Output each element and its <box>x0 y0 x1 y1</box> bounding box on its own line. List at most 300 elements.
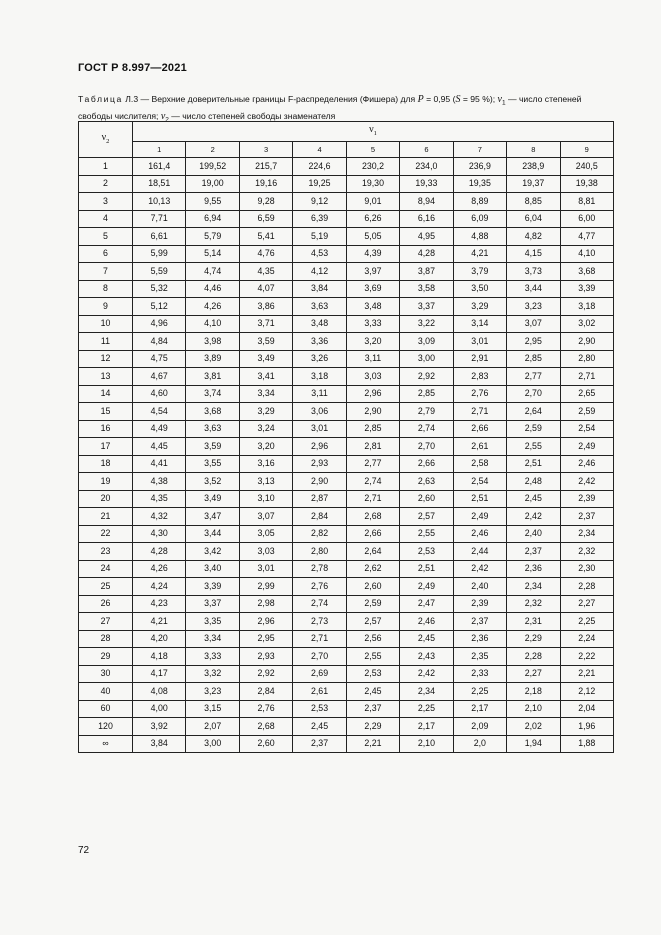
table-cell: 4,26 <box>133 560 186 578</box>
caption-nu1-symbol: ν <box>497 94 502 105</box>
table-cell: 2,78 <box>293 560 346 578</box>
table-cell: 3,58 <box>400 280 453 298</box>
row-label: 15 <box>79 403 133 421</box>
table-cell: 2,66 <box>453 420 506 438</box>
table-row <box>79 648 614 666</box>
table-cell: 2,36 <box>507 560 560 578</box>
table-cell: 2,65 <box>560 385 614 403</box>
table-cell: 2,57 <box>346 613 399 631</box>
table-cell: 2,29 <box>507 630 560 648</box>
table-cell: 3,68 <box>560 263 614 281</box>
table-cell: 2,42 <box>507 508 560 526</box>
row-label: 2 <box>79 175 133 193</box>
row-label: 16 <box>79 420 133 438</box>
table-cell: 19,37 <box>507 175 560 193</box>
row-label: 20 <box>79 490 133 508</box>
table-cell: 2,25 <box>560 613 614 631</box>
row-header-nu2 <box>79 122 133 158</box>
table-cell: 2,47 <box>400 595 453 613</box>
table-cell: 2,74 <box>400 420 453 438</box>
table-cell: 4,96 <box>133 315 186 333</box>
row-label: 29 <box>79 648 133 666</box>
table-cell: 2,17 <box>453 700 506 718</box>
table-cell: 8,94 <box>400 193 453 211</box>
table-cell: 2,39 <box>560 490 614 508</box>
row-label: 23 <box>79 543 133 561</box>
table-cell: 2,55 <box>346 648 399 666</box>
table-cell: 4,38 <box>133 473 186 491</box>
table-cell: 2,49 <box>560 438 614 456</box>
row-label: 10 <box>79 315 133 333</box>
table-cell: 2,37 <box>346 700 399 718</box>
table-row <box>79 193 614 211</box>
table-cell: 1,88 <box>560 735 614 753</box>
table-cell: 2,60 <box>239 735 292 753</box>
row-label: 12 <box>79 350 133 368</box>
column-header: 5 <box>346 142 399 158</box>
row-label: 60 <box>79 700 133 718</box>
table-row <box>79 665 614 683</box>
table-cell: 19,25 <box>293 175 346 193</box>
table-row <box>79 245 614 263</box>
column-group-header-nu1 <box>133 122 614 142</box>
table-cell: 2,49 <box>453 508 506 526</box>
table-cell: 4,28 <box>133 543 186 561</box>
table-cell: 3,49 <box>239 350 292 368</box>
table-cell: 3,84 <box>293 280 346 298</box>
table-cell: 2,64 <box>507 403 560 421</box>
table-cell: 2,35 <box>453 648 506 666</box>
table-cell: 4,75 <box>133 350 186 368</box>
table-cell: 2,77 <box>346 455 399 473</box>
table-cell: 2,56 <box>346 630 399 648</box>
row-header-symbol: ν <box>101 132 107 144</box>
table-cell: 3,81 <box>186 368 239 386</box>
table-cell: 2,66 <box>400 455 453 473</box>
table-cell: 19,35 <box>453 175 506 193</box>
table-cell: 2,99 <box>239 578 292 596</box>
row-label: 27 <box>79 613 133 631</box>
table-cell: 2,40 <box>507 525 560 543</box>
table-cell: 2,37 <box>453 613 506 631</box>
table-cell: 3,37 <box>400 298 453 316</box>
table-cell: 2,68 <box>346 508 399 526</box>
table-cell: 4,10 <box>186 315 239 333</box>
table-row <box>79 683 614 701</box>
table-row <box>79 298 614 316</box>
row-label: 19 <box>79 473 133 491</box>
table-cell: 3,39 <box>186 578 239 596</box>
column-header: 1 <box>133 142 186 158</box>
page-number: 72 <box>78 845 90 856</box>
table-cell: 2,22 <box>560 648 614 666</box>
table-cell: 3,33 <box>346 315 399 333</box>
table-cell: 5,59 <box>133 263 186 281</box>
table-cell: 2,84 <box>239 683 292 701</box>
table-cell: 2,42 <box>560 473 614 491</box>
table-cell: 2,63 <box>400 473 453 491</box>
table-cell: 2,82 <box>293 525 346 543</box>
caption-p-var: P <box>417 94 424 105</box>
row-label: 6 <box>79 245 133 263</box>
table-cell: 3,18 <box>560 298 614 316</box>
table-row <box>79 735 614 753</box>
table-cell: 3,26 <box>293 350 346 368</box>
table-cell: 3,87 <box>400 263 453 281</box>
table-cell: 8,85 <box>507 193 560 211</box>
table-cell: 4,54 <box>133 403 186 421</box>
table-cell: 2,39 <box>453 595 506 613</box>
table-cell: 2,77 <box>507 368 560 386</box>
table-cell: 2,60 <box>346 578 399 596</box>
table-cell: 2,59 <box>560 403 614 421</box>
table-cell: 2,70 <box>293 648 346 666</box>
table-cell: 3,13 <box>239 473 292 491</box>
row-label: 120 <box>79 718 133 736</box>
table-cell: 19,16 <box>239 175 292 193</box>
table-cell: 2,69 <box>293 665 346 683</box>
table-cell: 4,88 <box>453 228 506 246</box>
table-cell: 2,46 <box>453 525 506 543</box>
table-cell: 2,27 <box>560 595 614 613</box>
table-cell: 3,89 <box>186 350 239 368</box>
table-cell: 215,7 <box>239 158 292 176</box>
f-distribution-table <box>78 121 614 753</box>
table-cell: 2,33 <box>453 665 506 683</box>
table-cell: 4,10 <box>560 245 614 263</box>
table-cell: 3,47 <box>186 508 239 526</box>
caption-label: Таблица <box>78 94 123 104</box>
table-cell: 10,13 <box>133 193 186 211</box>
row-header-sub: 2 <box>106 138 110 146</box>
table-cell: 2,48 <box>507 473 560 491</box>
table-cell: 2,71 <box>346 490 399 508</box>
row-label: 9 <box>79 298 133 316</box>
table-cell: 3,42 <box>186 543 239 561</box>
table-cell: 7,71 <box>133 210 186 228</box>
table-cell: 19,00 <box>186 175 239 193</box>
table-cell: 3,01 <box>239 560 292 578</box>
table-cell: 2,45 <box>400 630 453 648</box>
table-cell: 3,39 <box>560 280 614 298</box>
table-row <box>79 543 614 561</box>
table-row <box>79 228 614 246</box>
table-cell: 5,41 <box>239 228 292 246</box>
table-body <box>79 158 614 753</box>
table-cell: 3,98 <box>186 333 239 351</box>
table-cell: 2,59 <box>507 420 560 438</box>
table-cell: 18,51 <box>133 175 186 193</box>
table-cell: 2,37 <box>507 543 560 561</box>
table-cell: 2,91 <box>453 350 506 368</box>
table-cell: 3,50 <box>453 280 506 298</box>
table-cell: 2,34 <box>560 525 614 543</box>
column-header: 7 <box>453 142 506 158</box>
row-label: 5 <box>79 228 133 246</box>
table-cell: 6,00 <box>560 210 614 228</box>
table-cell: 3,48 <box>293 315 346 333</box>
table-cell: 1,94 <box>507 735 560 753</box>
table-row <box>79 630 614 648</box>
table-cell: 2,92 <box>239 665 292 683</box>
table-cell: 2,25 <box>453 683 506 701</box>
table-cell: 4,39 <box>346 245 399 263</box>
table-cell: 4,12 <box>293 263 346 281</box>
row-label: 13 <box>79 368 133 386</box>
table-cell: 3,29 <box>453 298 506 316</box>
column-group-sub: 1 <box>373 130 377 138</box>
table-cell: 3,22 <box>400 315 453 333</box>
table-cell: 236,9 <box>453 158 506 176</box>
table-cell: 9,28 <box>239 193 292 211</box>
table-cell: 4,17 <box>133 665 186 683</box>
row-label: 26 <box>79 595 133 613</box>
table-cell: 2,85 <box>346 420 399 438</box>
column-header: 3 <box>239 142 292 158</box>
column-header: 6 <box>400 142 453 158</box>
caption-number: Л.3 <box>125 94 139 104</box>
column-group-symbol: ν <box>369 124 374 136</box>
table-cell: 5,99 <box>133 245 186 263</box>
table-cell: 240,5 <box>560 158 614 176</box>
table-cell: 3,02 <box>560 315 614 333</box>
table-cell: 3,44 <box>507 280 560 298</box>
table-row <box>79 700 614 718</box>
table-cell: 2,46 <box>400 613 453 631</box>
table-cell: 3,59 <box>239 333 292 351</box>
table-cell: 2,68 <box>239 718 292 736</box>
table-row <box>79 315 614 333</box>
table-cell: 2,21 <box>346 735 399 753</box>
table-row <box>79 158 614 176</box>
table-cell: 2,24 <box>560 630 614 648</box>
table-cell: 3,33 <box>186 648 239 666</box>
table-row <box>79 490 614 508</box>
table-cell: 2,59 <box>346 595 399 613</box>
table-cell: 3,55 <box>186 455 239 473</box>
table-cell: 3,35 <box>186 613 239 631</box>
document-header: ГОСТ Р 8.997—2021 <box>78 62 187 74</box>
table-cell: 2,21 <box>560 665 614 683</box>
table-cell: 9,12 <box>293 193 346 211</box>
table-cell: 2,17 <box>400 718 453 736</box>
table-cell: 2,55 <box>400 525 453 543</box>
table-cell: 2,70 <box>507 385 560 403</box>
table-row <box>79 263 614 281</box>
table-cell: 2,87 <box>293 490 346 508</box>
table-cell: 2,43 <box>400 648 453 666</box>
table-cell: 3,00 <box>186 735 239 753</box>
table-cell: 4,95 <box>400 228 453 246</box>
table-cell: 2,53 <box>400 543 453 561</box>
table-cell: 3,86 <box>239 298 292 316</box>
table-cell: 2,36 <box>453 630 506 648</box>
table-cell: 3,03 <box>346 368 399 386</box>
table-cell: 2,81 <box>346 438 399 456</box>
table-cell: 2,58 <box>453 455 506 473</box>
table-cell: 2,45 <box>293 718 346 736</box>
table-cell: 2,76 <box>293 578 346 596</box>
table-cell: 4,76 <box>239 245 292 263</box>
table-row <box>79 175 614 193</box>
table-cell: 2,54 <box>453 473 506 491</box>
table-cell: 3,32 <box>186 665 239 683</box>
table-cell: 2,32 <box>560 543 614 561</box>
table-cell: 2,62 <box>346 560 399 578</box>
table-cell: 4,46 <box>186 280 239 298</box>
table-cell: 2,10 <box>507 700 560 718</box>
table-cell: 3,92 <box>133 718 186 736</box>
table-cell: 4,35 <box>133 490 186 508</box>
table-cell: 3,18 <box>293 368 346 386</box>
column-header: 4 <box>293 142 346 158</box>
table-cell: 2,95 <box>507 333 560 351</box>
table-cell: 3,44 <box>186 525 239 543</box>
table-cell: 3,34 <box>239 385 292 403</box>
table-cell: 234,0 <box>400 158 453 176</box>
caption-nu2-sub: 2 <box>165 116 169 124</box>
table-cell: 6,16 <box>400 210 453 228</box>
table-cell: 19,30 <box>346 175 399 193</box>
table-cell: 2,74 <box>293 595 346 613</box>
table-cell: 2,76 <box>239 700 292 718</box>
table-cell: 6,61 <box>133 228 186 246</box>
row-label: 30 <box>79 665 133 683</box>
row-label: 3 <box>79 193 133 211</box>
table-cell: 2,34 <box>507 578 560 596</box>
table-cell: 2,90 <box>293 473 346 491</box>
table-cell: 2,42 <box>453 560 506 578</box>
table-cell: 2,28 <box>507 648 560 666</box>
table-cell: 4,84 <box>133 333 186 351</box>
table-cell: 2,61 <box>293 683 346 701</box>
table-cell: 2,96 <box>239 613 292 631</box>
table-cell: 2,34 <box>400 683 453 701</box>
table-cell: 6,04 <box>507 210 560 228</box>
table-cell: 2,07 <box>186 718 239 736</box>
table-cell: 2,80 <box>560 350 614 368</box>
table-row <box>79 595 614 613</box>
table-cell: 4,82 <box>507 228 560 246</box>
caption-nu2-symbol: ν <box>160 110 166 122</box>
table-cell: 3,20 <box>239 438 292 456</box>
table-row <box>79 385 614 403</box>
table-row <box>79 420 614 438</box>
table-cell: 2,76 <box>453 385 506 403</box>
caption-text-c: — число степеней свободы знаменателя <box>168 110 336 121</box>
table-cell: 3,10 <box>239 490 292 508</box>
table-cell: 2,32 <box>507 595 560 613</box>
row-label: 28 <box>79 630 133 648</box>
table-cell: 2,49 <box>400 578 453 596</box>
table-cell: 3,73 <box>507 263 560 281</box>
table-cell: 4,00 <box>133 700 186 718</box>
table-cell: 4,08 <box>133 683 186 701</box>
row-label: 24 <box>79 560 133 578</box>
table-cell: 3,69 <box>346 280 399 298</box>
table-cell: 2,71 <box>453 403 506 421</box>
table-cell: 4,28 <box>400 245 453 263</box>
table-cell: 5,19 <box>293 228 346 246</box>
table-cell: 3,84 <box>133 735 186 753</box>
table-cell: 2,12 <box>560 683 614 701</box>
caption-s-var: S <box>455 94 461 105</box>
table-cell: 2,37 <box>560 508 614 526</box>
table-cell: 4,23 <box>133 595 186 613</box>
table-cell: 9,01 <box>346 193 399 211</box>
table-cell: 2,54 <box>560 420 614 438</box>
table-row <box>79 508 614 526</box>
table-cell: 3,63 <box>186 420 239 438</box>
table-cell: 2,93 <box>239 648 292 666</box>
table-row <box>79 210 614 228</box>
table-cell: 2,44 <box>453 543 506 561</box>
table-cell: 2,85 <box>400 385 453 403</box>
table-cell: 3,48 <box>346 298 399 316</box>
table-cell: 6,94 <box>186 210 239 228</box>
table-cell: 2,18 <box>507 683 560 701</box>
table-cell: 2,84 <box>293 508 346 526</box>
table-cell: 4,24 <box>133 578 186 596</box>
table-cell: 2,96 <box>293 438 346 456</box>
row-label: ∞ <box>79 735 133 753</box>
table-cell: 3,97 <box>346 263 399 281</box>
table-cell: 2,71 <box>560 368 614 386</box>
table-cell: 3,74 <box>186 385 239 403</box>
row-label: 1 <box>79 158 133 176</box>
row-label: 11 <box>79 333 133 351</box>
table-cell: 4,60 <box>133 385 186 403</box>
row-label: 17 <box>79 438 133 456</box>
table-cell: 2,45 <box>346 683 399 701</box>
row-label: 21 <box>79 508 133 526</box>
table-row <box>79 333 614 351</box>
table-cell: 2,51 <box>453 490 506 508</box>
table-cell: 2,46 <box>560 455 614 473</box>
table-cell: 4,18 <box>133 648 186 666</box>
table-row <box>79 578 614 596</box>
table-cell: 238,9 <box>507 158 560 176</box>
table-cell: 4,74 <box>186 263 239 281</box>
table-cell: 2,85 <box>507 350 560 368</box>
table-cell: 1,96 <box>560 718 614 736</box>
row-label: 8 <box>79 280 133 298</box>
table-cell: 6,09 <box>453 210 506 228</box>
caption-text-b: — число степеней свободы числителя; <box>78 94 582 121</box>
table-cell: 2,93 <box>293 455 346 473</box>
table-cell: 3,29 <box>239 403 292 421</box>
table-cell: 2,28 <box>560 578 614 596</box>
table-cell: 19,33 <box>400 175 453 193</box>
table-cell: 6,59 <box>239 210 292 228</box>
table-cell: 3,49 <box>186 490 239 508</box>
row-label: 25 <box>79 578 133 596</box>
table-row <box>79 613 614 631</box>
table-cell: 5,14 <box>186 245 239 263</box>
table-cell: 5,05 <box>346 228 399 246</box>
table-cell: 3,06 <box>293 403 346 421</box>
caption-p-eq: = 0,95 ( <box>423 94 456 104</box>
table-cell: 3,52 <box>186 473 239 491</box>
table-cell: 5,79 <box>186 228 239 246</box>
table-cell: 5,12 <box>133 298 186 316</box>
table-cell: 2,70 <box>400 438 453 456</box>
table-cell: 2,90 <box>346 403 399 421</box>
table-cell: 2,0 <box>453 735 506 753</box>
table-cell: 2,02 <box>507 718 560 736</box>
table-row <box>79 525 614 543</box>
table-cell: 8,81 <box>560 193 614 211</box>
